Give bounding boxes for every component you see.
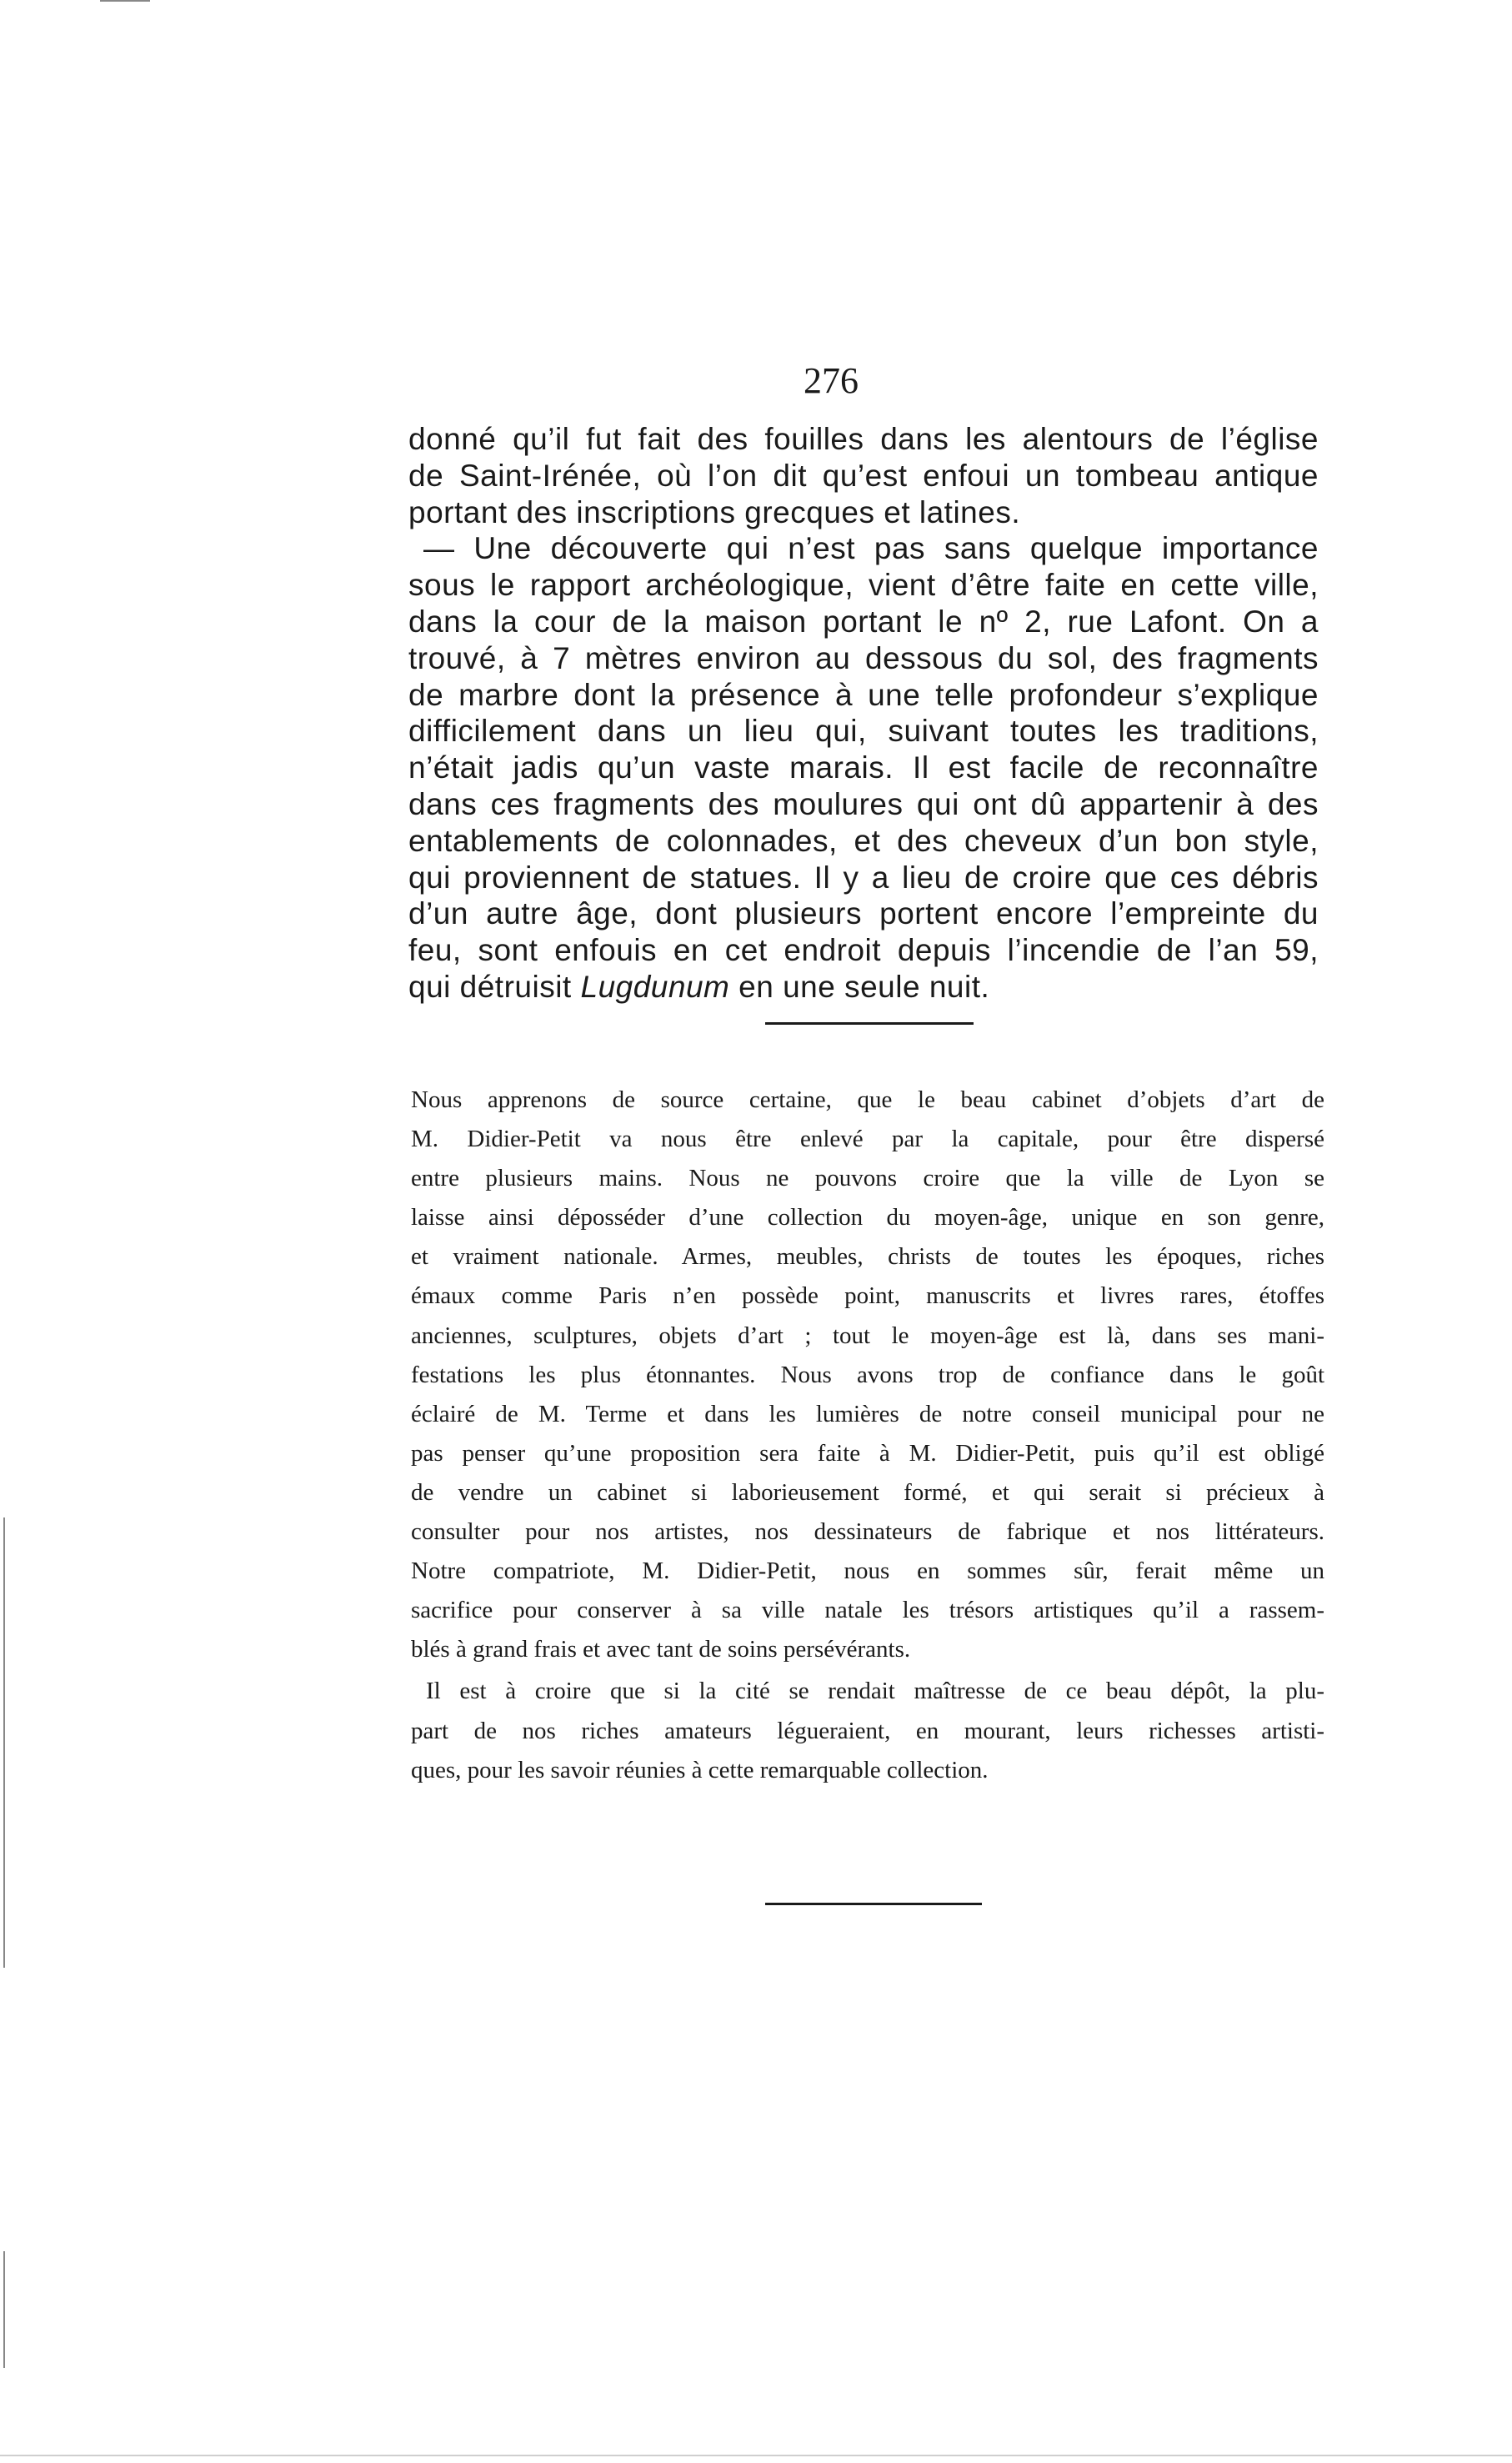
text-line: de marbre dont la présence à une telle profondeur s’explique: [408, 677, 1319, 712]
text-line: laisse ainsi déposséder d’une collection du moyen-âge, unique en son genre,: [411, 1204, 1324, 1232]
text-line: n’était jadis qu’un vaste marais. Il est facile de reconnaître: [408, 750, 1319, 785]
text-line: dans ces fragments des moulures qui ont dû appartenir à des: [408, 786, 1319, 821]
text-line: sous le rapport archéologique, vient d’être faite en cette ville,: [408, 568, 1319, 603]
text-line: de Saint-Irénée, où l’on dit qu’est enfoui un tombeau antique: [408, 458, 1319, 493]
text-line: dans la cour de la maison portant le nº 2, rue Lafont. On a: [408, 604, 1319, 639]
text-line: Notre compatriote, M. Didier-Petit, nous en sommes sûr, ferait même un: [411, 1558, 1324, 1585]
article-2-paragraph-1: [411, 1081, 1324, 1669]
text-line: anciennes, sculptures, objets d’art ; tout le moyen-âge est là, dans ses mani-: [411, 1322, 1324, 1349]
text-line: consulter pour nos artistes, nos dessinateurs de fabrique et nos littérateurs.: [411, 1518, 1324, 1546]
text-line: M. Didier-Petit va nous être enlevé par la capitale, pour être dispersé: [411, 1126, 1324, 1153]
section-divider: [765, 1022, 974, 1025]
text-line: part de nos riches amateurs légueraient, en mourant, leurs richesses artisti-: [411, 1717, 1324, 1744]
article-1: [408, 421, 1319, 1006]
page-number: 276: [804, 360, 859, 401]
text-line: et vraiment nationale. Armes, meubles, christs de toutes les époques, riches: [411, 1243, 1324, 1271]
article-1-paragraph: [408, 421, 1319, 1006]
text-line: de vendre un cabinet si laborieusement formé, et qui serait si précieux à: [411, 1478, 1324, 1506]
text-line: donné qu’il fut fait des fouilles dans les alentours de l’église: [408, 422, 1319, 456]
text-line: trouvé, à 7 mètres environ au dessous du sol, des fragments: [408, 640, 1319, 675]
text-line: portant des inscriptions grecques et latines.: [408, 494, 1021, 529]
text-line: festations les plus étonnantes. Nous avons trop de confiance dans le goût: [411, 1361, 1324, 1388]
text-line: qui proviennent de statues. Il y a lieu de croire que ces débris: [408, 860, 1319, 895]
text-line: émaux comme Paris n’en possède point, manuscrits et livres rares, étoffes: [411, 1282, 1324, 1310]
text-line-final: [408, 969, 1319, 1006]
text-fragment: en une seule nuit.: [729, 969, 990, 1004]
italic-term: Lugdunum: [580, 969, 730, 1004]
text-line: pas penser qu’une proposition sera faite à M. Didier-Petit, puis qu’il est obligé: [411, 1439, 1324, 1467]
scan-edge-mark: [0, 2455, 1512, 2456]
text-line: sacrifice pour conserver à sa ville natale les trésors artistiques qu’il a rassem-: [411, 1597, 1324, 1624]
text-line: entablements de colonnades, et des cheveux d’un bon style,: [408, 823, 1319, 858]
text-line: difficilement dans un lieu qui, suivant toutes les traditions,: [408, 714, 1319, 749]
text-line: feu, sont enfouis en cet endroit depuis l’incendie de l’an 59,: [408, 933, 1319, 968]
text-line: d’un autre âge, dont plusieurs portent encore l’empreinte du: [408, 896, 1319, 931]
text-line: blés à grand frais et avec tant de soins persévérants.: [411, 1636, 911, 1663]
text-line: Il est à croire que si la cité se rendait maîtresse de ce beau dépôt, la plu-: [426, 1678, 1324, 1705]
text-line: Nous apprenons de source certaine, que le beau cabinet d’objets d’art de: [411, 1086, 1324, 1113]
text-line: entre plusieurs mains. Nous ne pouvons croire que la ville de Lyon se: [411, 1165, 1324, 1192]
section-divider: [765, 1903, 982, 1905]
article-2-paragraph-2: [411, 1672, 1324, 1789]
text-line: ques, pour les savoir réunies à cette remarquable collection.: [411, 1756, 989, 1783]
text-fragment: qui détruisit: [408, 969, 581, 1004]
text-line: éclairé de M. Terme et dans les lumières de notre conseil municipal pour ne: [411, 1400, 1324, 1427]
scan-edge-mark: [3, 1517, 5, 1968]
text-line: — Une découverte qui n’est pas sans quelque importance: [423, 531, 1319, 566]
scan-edge-mark: [100, 0, 150, 2]
scan-edge-mark: [3, 2251, 5, 2368]
article-2: [411, 1081, 1324, 1790]
